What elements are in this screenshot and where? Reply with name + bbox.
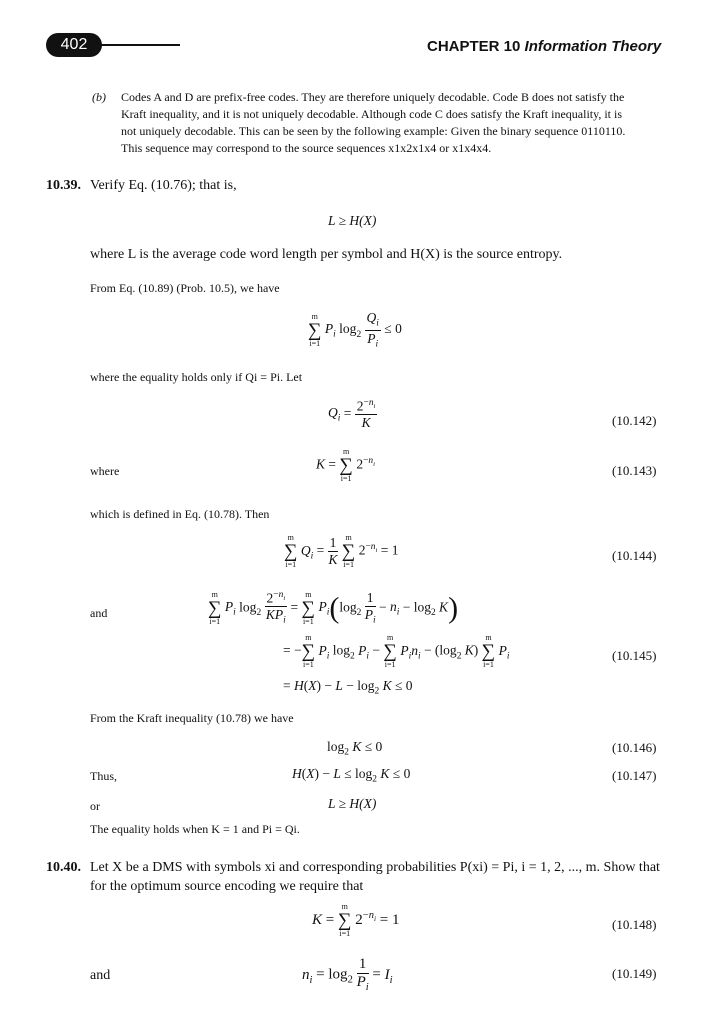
- eq-k-definition: K = m ∑ i=1 $2^{-n_i}$: [316, 447, 375, 483]
- problem-40-line-2: for the optimum source encoding we require that: [90, 879, 364, 894]
- problem-40-line-1: Let X be a DMS with symbols xi and corresponding probabilities P(xi) = Pi, i = 1, 2, ..., m. Show that: [90, 860, 660, 875]
- eq-log-k: $\log_2 K \le 0$: [327, 739, 383, 758]
- header-rule: [100, 44, 180, 46]
- equation-number: (10.145): [612, 648, 657, 663]
- chapter-title: Information Theory: [524, 38, 662, 55]
- part-b-label: (b): [92, 90, 106, 104]
- eq-kraft-equality: K = m ∑ i=1 $2^{-n_i} = 1$: [312, 902, 400, 938]
- from-text: From Eq. (10.89) (Prob. 10.5), we have: [90, 281, 280, 295]
- problem-number: 10.40.: [46, 860, 81, 875]
- equation-number: (10.144): [612, 548, 657, 563]
- eq-expansion-line-3: = $H(X) - L - \log_2 K \le 0$: [283, 678, 413, 697]
- where-text: where L is the average code word length per symbol and H(X) is the source entropy.: [90, 247, 563, 262]
- and-label: and: [90, 606, 108, 620]
- chapter-label: CHAPTER 10: [427, 38, 521, 55]
- page-number-badge: 402: [46, 33, 102, 57]
- or-label: or: [90, 799, 100, 813]
- part-b-line: not uniquely decodable. This can be seen by the following example: Given the binary sequence 0110110.: [121, 124, 626, 138]
- final-text: The equality holds when K = 1 and Pi = Qi.: [90, 822, 300, 836]
- equation-number: (10.143): [612, 463, 657, 478]
- eq-q-definition: $Q_i$ = $\frac{2^{-n_i}}{K}$: [328, 398, 376, 431]
- thus-label: Thus,: [90, 769, 117, 783]
- eq-entropy-bound: $H(X) - L \le \log_2 K \le 0$: [292, 766, 411, 785]
- eq-expansion-line-1: m ∑ i=1 $P_i$ $\log_2$ $\frac{2^{-n_i}}{KP_i}$ = m ∑ i=1 $P_i(\log_2$ $\frac{1}{P_i}$ − $n_i - \log_2 K$): [208, 589, 459, 626]
- and-label: and: [90, 968, 111, 983]
- problem-statement: Verify Eq. (10.76); that is,: [90, 178, 237, 193]
- eq-optimal-length: $n_i = \log_2$ $\frac{1}{P_i}$ = $I_i$: [302, 956, 393, 994]
- equality-text: where the equality holds only if Qi = Pi. Let: [90, 370, 303, 384]
- where-label: where: [90, 464, 120, 478]
- running-header: [427, 38, 661, 55]
- defined-text: which is defined in Eq. (10.78). Then: [90, 507, 270, 521]
- equation-number: (10.146): [612, 740, 657, 755]
- problem-number: 10.39.: [46, 178, 81, 193]
- equation-number: (10.147): [612, 768, 657, 783]
- part-b-line: Kraft inequality, and it is not uniquely decodable. Although code C does satisfy the Kraft inequality, it is: [121, 107, 623, 121]
- gibbs-inequality: m ∑ i=1 $P_i$ $\log_2$ $\frac{Q_i}{P_i}$ ≤ 0: [308, 310, 402, 350]
- equation-number: (10.148): [612, 917, 657, 932]
- equation-number: (10.142): [612, 413, 657, 428]
- eq-expansion-line-2: = − m ∑ i=1 $P_i$ $\log_2 P_i$ − m ∑ i=1 $P_in_i - (\log_2$ K) m ∑ i=1 $P_i$: [283, 633, 510, 669]
- kraft-text: From the Kraft inequality (10.78) we have: [90, 711, 294, 725]
- eq-sum-q: m ∑ i=1 $Q_i$ = $\frac{1}{K}$ m ∑ i=1 $2^{-n_i} = 1$: [284, 533, 399, 569]
- main-equation: L ≥ H(X): [328, 213, 377, 228]
- part-b-line: Codes A and D are prefix-free codes. They are therefore uniquely decodable. Code B does not satisfy the: [121, 90, 625, 104]
- equation-number: (10.149): [612, 966, 657, 981]
- part-b-line: This sequence may correspond to the source sequences x1x2x1x4 or x1x4x4.: [121, 141, 492, 155]
- eq-result: L ≥ H(X): [328, 796, 377, 811]
- part-b-text: [121, 89, 661, 157]
